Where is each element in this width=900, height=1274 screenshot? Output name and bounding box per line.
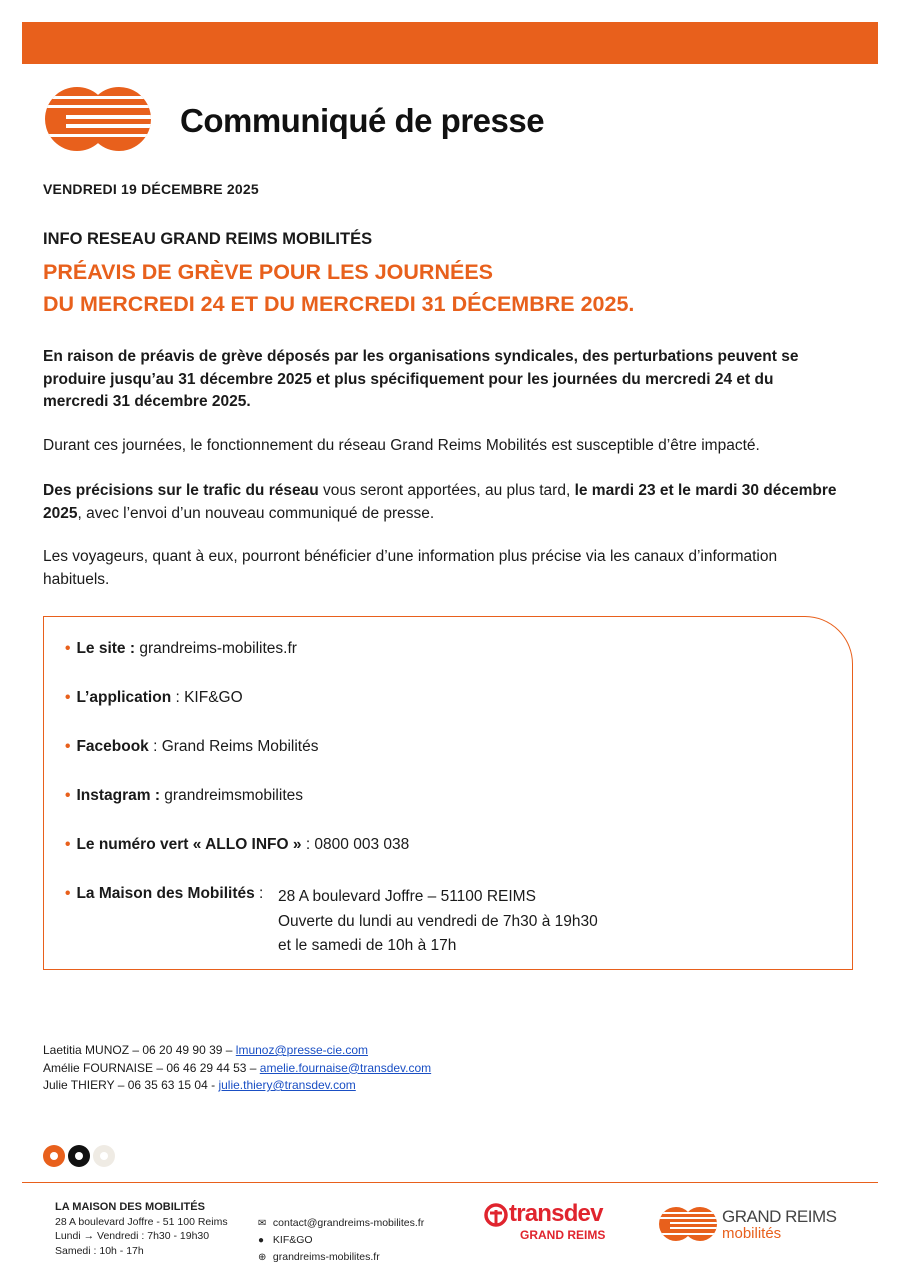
item-label: Facebook	[76, 738, 149, 755]
footer-app: KIF&GO	[272, 1234, 313, 1246]
contact-email-link[interactable]: lmunoz@presse-cie.com	[235, 1043, 369, 1057]
details-bold-2: le mardi 23 et le mardi 30 décembre 2025	[43, 482, 837, 522]
details-bold-1: Des précisions sur le trafic du réseau	[43, 482, 319, 499]
footer-title: LA MAISON DES MOBILITÉS	[55, 1201, 205, 1213]
transdev-logo	[484, 1200, 614, 1244]
footer-hours-week: Lundi → Vendredi : 7h30 - 19h30	[55, 1230, 210, 1242]
footer-email-row	[258, 1215, 424, 1232]
list-item-facebook	[65, 738, 319, 756]
kicker: INFO RESEAU GRAND REIMS MOBILITÉS	[43, 230, 373, 248]
footer-site-row	[258, 1249, 424, 1266]
address-line: et le samedi de 10h à 17h	[278, 937, 457, 954]
details-paragraph	[43, 480, 843, 525]
item-value: : Grand Reims Mobilités	[148, 738, 319, 755]
globe-icon: ⊕	[258, 1252, 267, 1263]
details-text-1: vous seront apportées, au plus tard,	[318, 482, 575, 499]
list-item-site	[65, 640, 297, 658]
beige-dot-icon	[93, 1145, 115, 1167]
bullet-icon: •	[65, 640, 71, 657]
page-title: Communiqué de presse	[180, 102, 545, 139]
contact-text: Amélie FOURNAISE – 06 46 29 44 53 –	[43, 1060, 260, 1075]
grand-reims-mobilites-logo	[44, 86, 152, 152]
gr-brand-sub: mobilités	[722, 1225, 782, 1242]
app-store-icon: ●	[258, 1235, 265, 1246]
press-contacts	[43, 1042, 431, 1095]
transdev-sub: GRAND REIMS	[520, 1228, 606, 1242]
address-line: Ouverte du lundi au vendredi de 7h30 à 19h30	[278, 912, 598, 930]
maison-address	[278, 885, 598, 959]
bullet-icon: •	[65, 787, 71, 804]
list-item-hotline	[65, 836, 409, 854]
footer-maison-info	[55, 1200, 228, 1258]
footer-email[interactable]: contact@grandreims-mobilites.fr	[272, 1217, 425, 1229]
footer-divider	[22, 1182, 878, 1183]
headline	[43, 256, 634, 320]
item-label: La Maison des Mobilités	[76, 885, 255, 902]
item-value: :	[254, 885, 264, 902]
item-label: Le site :	[76, 640, 136, 657]
mail-icon: ✉	[258, 1218, 267, 1229]
bullet-icon: •	[65, 885, 71, 902]
item-label: Le numéro vert « ALLO INFO »	[76, 836, 302, 853]
item-value: : 0800 003 038	[301, 836, 410, 853]
contact-row	[43, 1060, 431, 1078]
headline-line-2: DU MERCREDI 24 ET DU MERCREDI 31 DÉCEMBRE 2025.	[43, 292, 635, 316]
footer-hours-sat: Samedi : 10h - 17h	[55, 1244, 144, 1257]
bullet-icon: •	[65, 738, 71, 755]
footer-contact	[258, 1215, 424, 1266]
address-line: 28 A boulevard Joffre – 51100 REIMS	[278, 888, 536, 905]
transdev-mark-icon	[484, 1202, 508, 1228]
top-banner-bar	[22, 22, 878, 64]
bullet-icon: •	[65, 836, 71, 853]
gr-brand-name: GRAND REIMS	[722, 1207, 837, 1226]
orange-dot-icon	[43, 1145, 65, 1167]
list-item-maison	[65, 885, 598, 954]
contact-row	[43, 1042, 431, 1060]
item-label: Instagram :	[76, 787, 160, 804]
transdev-name: transdev	[509, 1200, 603, 1227]
contact-email-link[interactable]: amelie.fournaise@transdev.com	[259, 1060, 432, 1075]
publication-date: VENDREDI 19 DÉCEMBRE 2025	[43, 181, 259, 197]
bullet-icon: •	[65, 689, 71, 706]
headline-line-1: PRÉAVIS DE GRÈVE POUR LES JOURNÉES	[43, 260, 494, 284]
intro-paragraph: En raison de préavis de grève déposés par les organisations syndicales, des perturbations peuvent se produire jusqu’au 31 décembre 2025 et plus spécifiquement pour les journées du mercredi 24 et du mercredi 31 décembre 2025.	[43, 348, 799, 410]
item-value: : KIF&GO	[171, 689, 243, 706]
contact-text: Julie THIERY – 06 35 63 15 04 -	[43, 1078, 219, 1092]
grand-reims-footer-logo-icon	[658, 1206, 718, 1242]
footer-site[interactable]: grandreims-mobilites.fr	[272, 1251, 380, 1263]
details-text-2: , avec l’envoi d’un nouveau communiqué de presse.	[77, 504, 435, 522]
item-value: grandreimsmobilites	[160, 787, 303, 804]
contact-text: Laetitia MUNOZ – 06 20 49 90 39 –	[43, 1043, 236, 1057]
travelers-paragraph: Les voyageurs, quant à eux, pourront bénéficier d’une information plus précise via les canaux d’information habituels.	[43, 548, 778, 588]
list-item-app	[65, 689, 243, 707]
item-value[interactable]: grandreims-mobilites.fr	[135, 640, 297, 657]
footer-address: 28 A boulevard Joffre - 51 100 Reims	[55, 1215, 228, 1228]
contact-email-link[interactable]: julie.thiery@transdev.com	[218, 1078, 356, 1092]
impact-paragraph: Durant ces journées, le fonctionnement du réseau Grand Reims Mobilités est susceptible d’être impacté.	[43, 437, 760, 454]
black-dot-icon	[68, 1145, 90, 1167]
item-label: L’application	[76, 689, 172, 706]
footer-app-row	[258, 1232, 424, 1249]
contact-row	[43, 1077, 431, 1095]
list-item-instagram	[65, 787, 303, 805]
